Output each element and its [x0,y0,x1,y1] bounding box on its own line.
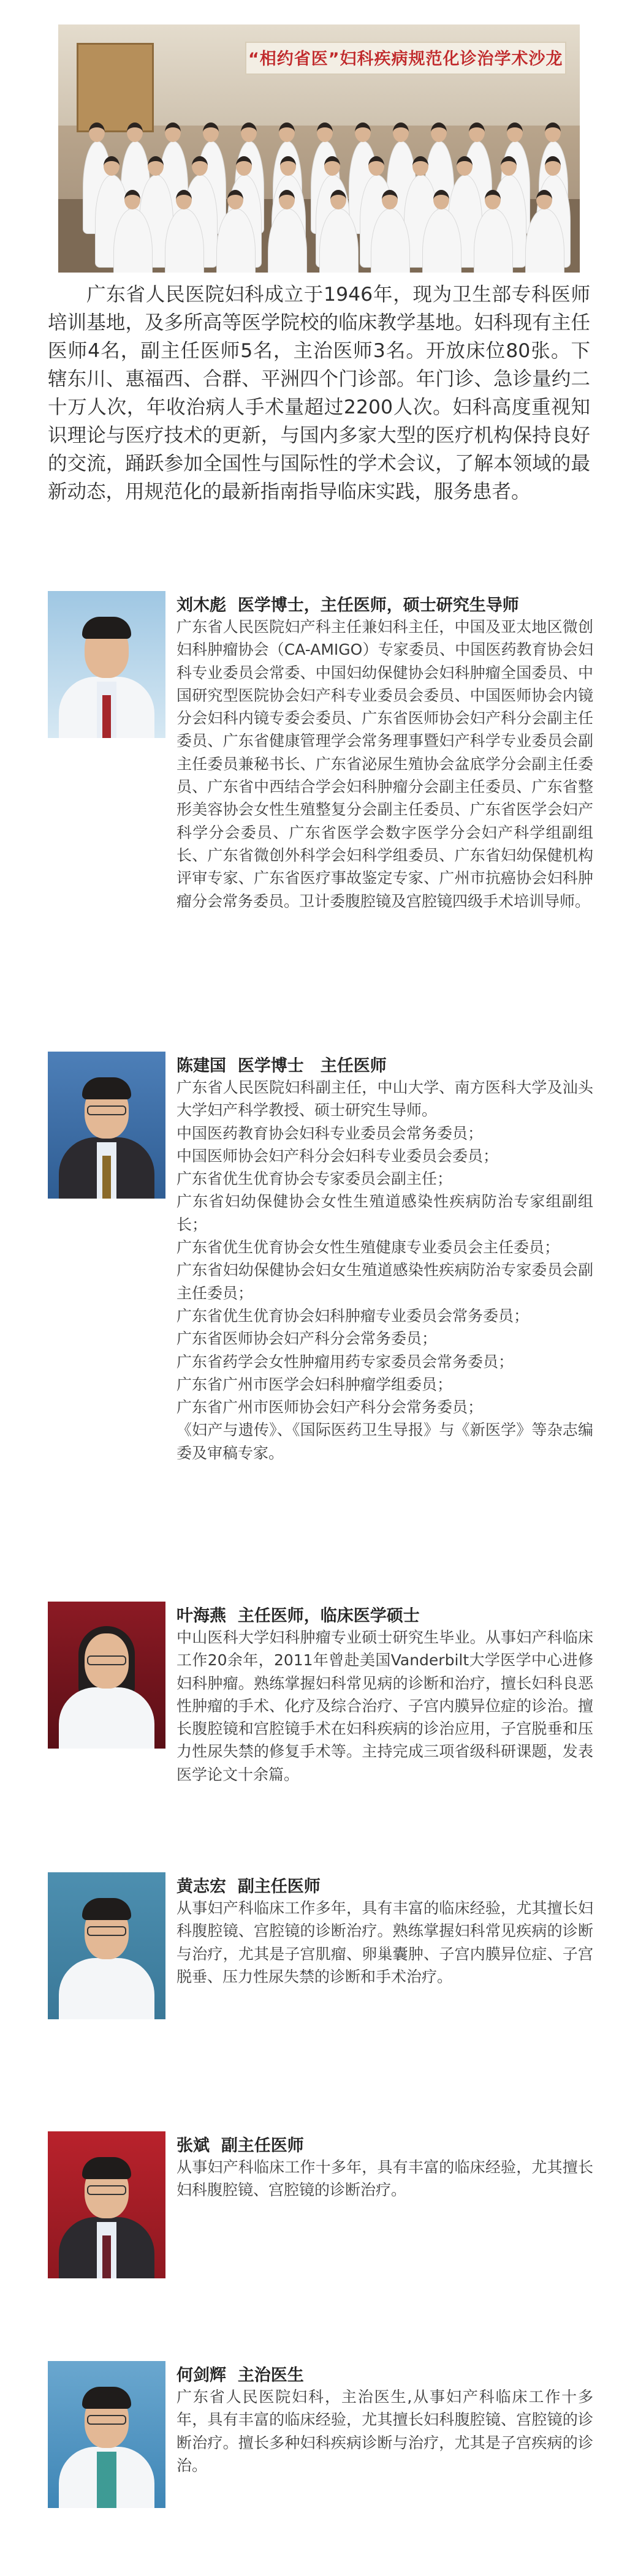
doctor-title: 主任医师，临床医学硕士 [237,1606,420,1625]
photo-person-head [176,190,192,209]
photo-person-head [280,156,296,176]
doctor-name: 何剑辉 [177,2366,226,2385]
doctor-heading-2 [177,1052,387,1076]
doctor-bio-3: 中山医科大学妇科肿瘤专业硕士研究生毕业。从事妇产科临床工作20余年，2011年曾赴美国Vanderbilt大学医学中心进修妇科肿瘤。熟练掌握妇科常见病的诊断和治疗，擅长妇科良恶性肿瘤的手术、化疗及综合治疗、子宫内膜异位症的诊治。擅长腹腔镜和宫腔镜手术在妇科疾病的诊治应用，子宫脱垂和压力性尿失禁的修复手术等。主持完成三项省级科研课题，发表医学论文十余篇。 [177,1629,593,1783]
photo-person-head [148,156,164,176]
doctor-name: 刘木彪 [177,596,226,615]
photo-person-head [485,190,501,209]
doctor-photo-6 [48,2361,165,2508]
photo-person-head [412,156,428,176]
photo-person-head [382,190,398,209]
photo-person-head [545,122,561,142]
photo-person-head [330,190,346,209]
photo-person-head [368,156,384,176]
photo-person-head [324,156,340,176]
doctor-title: 医学博士 主任医师 [237,1056,387,1075]
photo-person-head [89,122,105,142]
doctor-title: 医学博士，主任医师，硕士研究生导师 [237,596,519,615]
photo-person-head [433,190,449,209]
doctor-name: 黄志宏 [177,1877,226,1896]
doctor-name: 叶海燕 [177,1606,226,1625]
doctor-photo-5 [48,2131,165,2278]
photo-person-head [536,190,552,209]
doctor-photo-1 [48,591,165,738]
photo-person-head [104,156,120,176]
doctor-name: 陈建国 [177,1056,226,1075]
doctor-photo-4 [48,1872,165,2019]
photo-person-head [127,122,143,142]
doctor-bio-5: 从事妇产科临床工作十多年，具有丰富的临床经验，尤其擅长妇科腹腔镜、宫腔镜的诊断治疗。 [177,2158,593,2199]
doctor-heading-4 [177,1873,321,1897]
group-photo [58,24,580,273]
doctor-name: 张斌 [177,2136,210,2155]
photo-person-head [317,122,333,142]
photo-person-head [545,156,561,176]
doctor-bio-1: 广东省人民医院妇产科主任兼妇科主任，中国及亚太地区微创妇科肿瘤协会（CA-AMIGO）专家委员、中国医药教育协会妇科专业委员会常委、中国妇幼保健协会妇科肿瘤全国委员、中国研究型医院协会妇产科专业委员会委员、中国医师协会内镜分会妇科内镜专委会委员、广东省医师协会妇产科分会副主任委员、广东省健康管理学会常务理事暨妇产科学专业委员会副主任委员兼秘书长、广东省泌尿生殖协会盆底学分会副主任委员、广东省中西结合学会妇科肿瘤分会副主任委员、广东省整形美容协会女性生殖整复分会副主任委员、广东省医学会妇产科学分会委员、广东省医学会数字医学分会妇产科学组副组长、广东省微创外科学会妇科学组委员、广东省妇幼保健机构评审专家、广东省医疗事故鉴定专家、广州市抗癌协会妇科肿瘤分会常务委员。卫计委腹腔镜及宫腔镜四级手术培训导师。 [177,618,593,910]
doctor-heading-6 [177,2362,304,2386]
photo-person-head [355,122,371,142]
doctor-bio-6: 广东省人民医院妇科，主治医生,从事妇产科临床工作十多年，具有丰富的临床经验，尤其擅长妇科腹腔镜、宫腔镜的诊断治疗。擅长多种妇科疾病诊断与治疗，尤其是子宫疾病的诊治。 [177,2388,593,2474]
doctor-title: 主治医生 [237,2366,304,2385]
photo-person-head [227,190,243,209]
photo-person-head [192,156,208,176]
doctor-photo-2 [48,1052,165,1199]
doctor-title: 副主任医师 [221,2136,304,2155]
photo-person-head [469,122,485,142]
photo-person-head [241,122,257,142]
photo-person-head [124,190,140,209]
doctor-bio-2: 广东省人民医院妇科副主任，中山大学、南方医科大学及汕头大学妇产科学教授、硕士研究生导师。 中国医药教育协会妇科专业委员会常务委员； 中国医师协会妇产科分会妇科专业委员会委员； 广东省优生优育协会专家委员会副主任； 广东省妇幼保健协会女性生殖道感染性疾病防治专家组副组长； 广东省优生优育协会女性生殖健康专业委员会主任委员； 广东省妇幼保健协会妇女生殖道感染性疾病防治专家委员会副主任委员； 广东省优生优育协会妇科肿瘤专业委员会常务委员； 广东省医师协会妇产科分会常务委员； 广东省药学会女性肿瘤用药专家委员会常务委员； 广东省广州市医学会妇科肿瘤学组委员； 广东省广州市医师协会妇产科分会常务委员； 《妇产与遗传》、《国际医药卫生导报》与《新医学》等杂志编委及审稿专家。 [177,1079,593,1462]
photo-person-head [393,122,409,142]
photo-person-head [203,122,219,142]
doctor-bio-4: 从事妇产科临床工作多年，具有丰富的临床经验，尤其擅长妇科腹腔镜、宫腔镜的诊断治疗。熟练掌握妇科常见疾病的诊断与治疗，尤其是子宫肌瘤、卵巢囊肿、子宫内膜异位症、子宫脱垂、压力性尿失禁的诊断和手术治疗。 [177,1899,593,1986]
doctor-photo-3 [48,1602,165,1749]
photo-person-head [279,190,295,209]
photo-person-head [501,156,517,176]
photo-person-head [431,122,447,142]
doctor-heading-1 [177,592,519,616]
photo-person-head [457,156,473,176]
photo-person-head [165,122,181,142]
doctor-title: 副主任医师 [237,1877,321,1896]
doctor-heading-5 [177,2132,304,2156]
photo-door [77,43,154,132]
photo-person-head [507,122,523,142]
photo-banner-text: “相约省医”妇科疾病规范化诊治学术沙龙 [248,50,563,69]
department-intro: 广东省人民医院妇科成立于1946年，现为卫生部专科医师培训基地，及多所高等医学院校的临床教学基地。妇科现有主任医师4名，副主任医师5名，主治医师3名。开放床位80张。下辖东川、惠福西、合群、平洲四个门诊部。年门诊、急诊量约二十万人次，年收治病人手术量超过2200人次。妇科高度重视知识理论与医疗技术的更新，与国内多家大型的医疗机构保持良好的交流，踊跃参加全国性与国际性的学术会议，了解本领域的最新动态，用规范化的最新指南指导临床实践，服务患者。 [48,284,590,503]
photo-person-head [236,156,252,176]
photo-person-head [279,122,295,142]
doctor-heading-3 [177,1602,420,1626]
